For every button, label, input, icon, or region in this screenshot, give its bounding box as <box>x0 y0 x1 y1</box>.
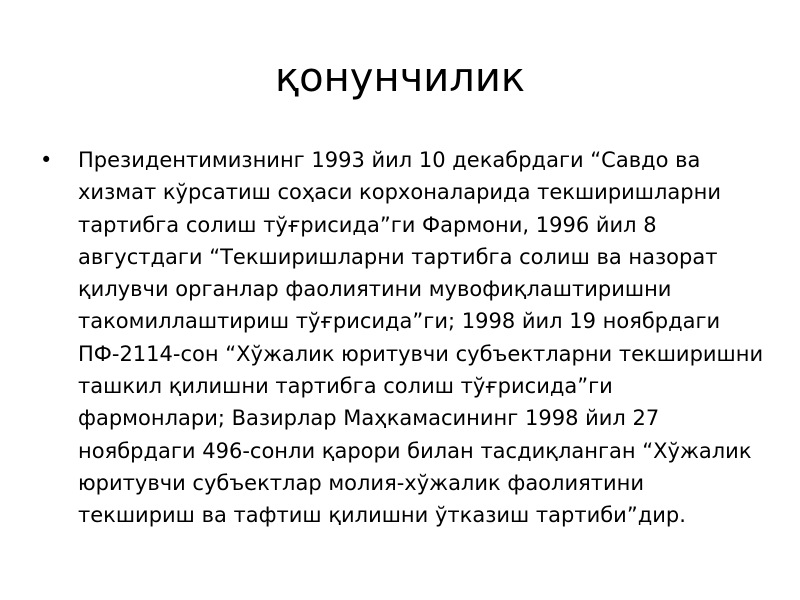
bullet-item <box>40 144 765 532</box>
bullet-list <box>40 144 765 532</box>
bullet-text: Президентимизнинг 1993 йил 10 декабрдаги “Савдо ва хизмат кўрсатиш соҳаси корхоналарида текширишларни тартибга солиш тўғрисида”ги Фармони, 1996 йил 8 августдаги “Текширишларни тартибга солиш ва назорат қилувчи органлар фаолиятини мувофиқлаштиришни такомиллаштириш тўғрисида”ги; 1998 йил 19 ноябрдаги ПФ-2114-сон “Хўжалик юритувчи субъектларни текширишни ташкил қилишни тартибга солиш тўғрисида”ги фармонлари; Вазирлар Маҳкамасининг 1998 йил 27 ноябрдаги 496-сонли қарори билан тасдиқланган “Хўжалик юритувчи субъектлар молия-хўжалик фаолиятини текшириш ва тафтиш қилишни ўтказиш тартиби”дир. <box>78 148 764 528</box>
slide-title: қонунчилик <box>275 55 525 101</box>
bullet-dot-icon: • <box>40 148 53 172</box>
